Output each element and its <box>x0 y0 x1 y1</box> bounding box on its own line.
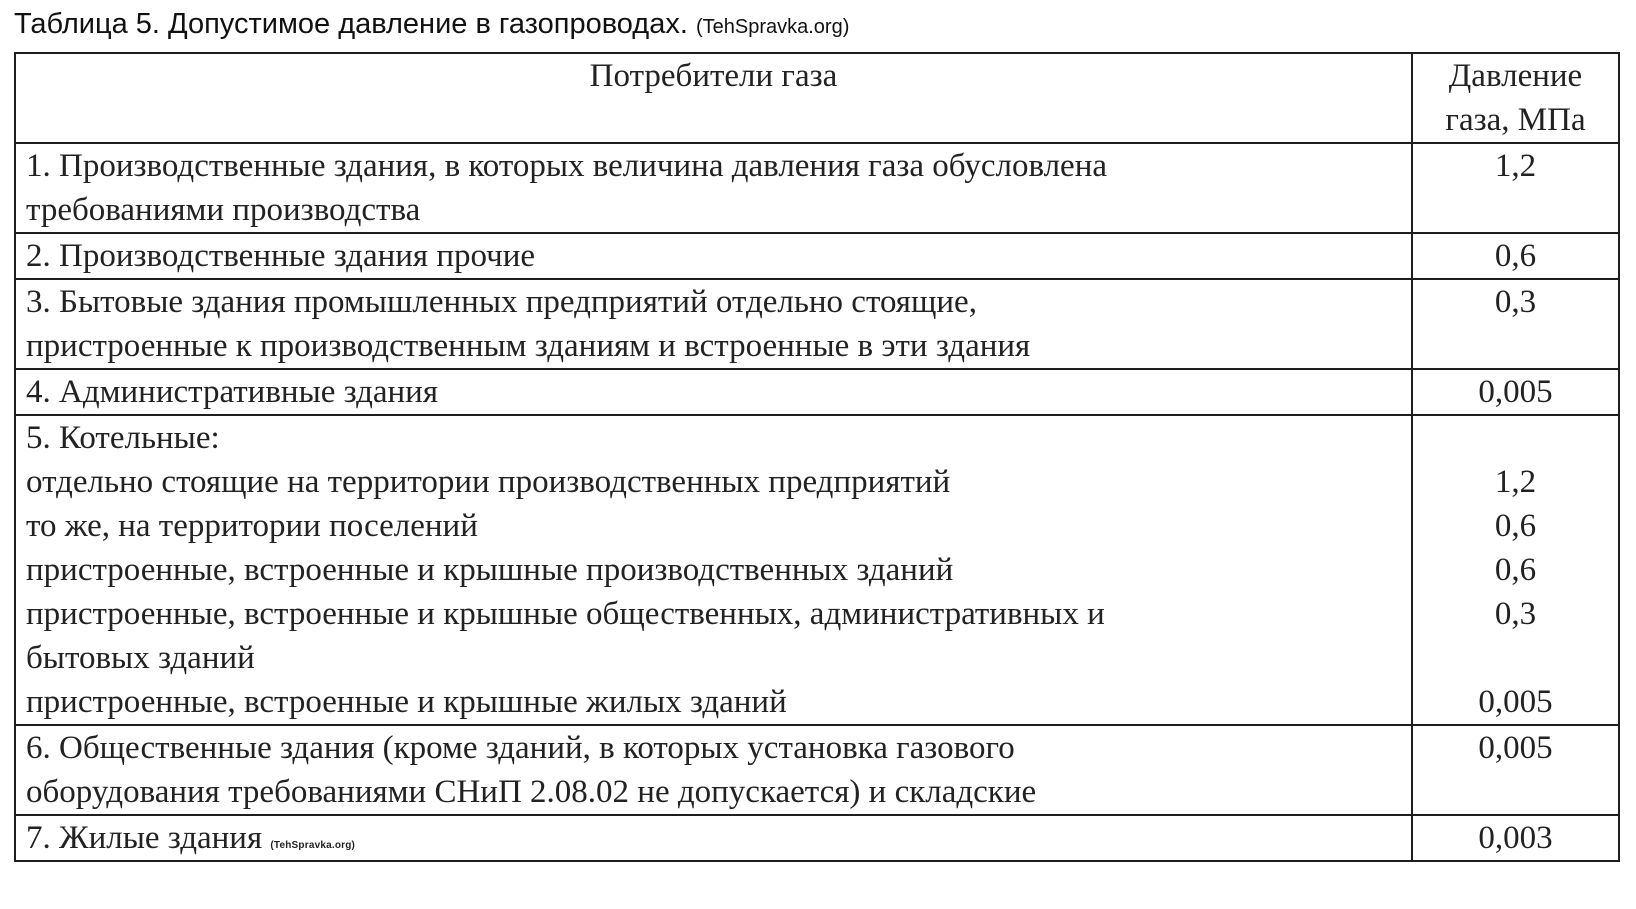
consumer-line: 1. Производственные здания, в которых величина давления газа обусловлена <box>26 148 1108 184</box>
consumer-line: 5. Котельные: <box>26 420 220 456</box>
pressure-value: 1,2 <box>1494 148 1537 184</box>
table-row <box>15 369 1619 415</box>
pressure-value: 0,005 <box>1478 730 1553 766</box>
consumer-line: то же, на территории поселений <box>26 508 478 544</box>
header-consumers: Потребители газа <box>15 53 1412 143</box>
pressure-value: 0,3 <box>1494 284 1537 320</box>
table-row <box>15 279 1619 369</box>
header-pressure-line-1: Давление <box>1448 58 1583 94</box>
consumer-line: оборудования требованиями СНиП 2.08.02 не допускается) и складские <box>26 774 1037 810</box>
table-row <box>15 233 1619 279</box>
watermark-text: (TehSpravka.org) <box>270 840 356 851</box>
consumer-line: отдельно стоящие на территории производственных предприятий <box>26 464 951 500</box>
pressure-cell <box>1412 233 1619 279</box>
pressure-cell <box>1412 369 1619 415</box>
pressure-value <box>1413 416 1618 460</box>
consumer-line: 6. Общественные здания (кроме зданий, в которых установка газового <box>26 730 1015 766</box>
pressure-value: 0,6 <box>1494 508 1537 544</box>
pressure-value: 1,2 <box>1494 464 1537 500</box>
pressure-cell <box>1412 415 1619 725</box>
consumer-cell <box>15 143 1412 233</box>
page-title <box>14 4 849 47</box>
consumer-line: 4. Административные здания <box>26 374 439 410</box>
header-pressure <box>1412 53 1619 143</box>
table-row <box>15 815 1619 861</box>
pressure-cell <box>1412 279 1619 369</box>
consumer-cell <box>15 279 1412 369</box>
pressure-value: 0,6 <box>1494 552 1537 588</box>
title-source: (TehSpravka.org) <box>695 16 850 38</box>
consumer-line: 2. Производственные здания прочие <box>26 238 536 274</box>
pressure-value: 0,3 <box>1494 596 1537 632</box>
table-row <box>15 725 1619 815</box>
pressure-value <box>1413 636 1618 680</box>
pressure-cell <box>1412 725 1619 815</box>
table-row <box>15 143 1619 233</box>
consumer-cell <box>15 369 1412 415</box>
consumer-line: пристроенные, встроенные и крышные производственных зданий <box>26 552 954 588</box>
header-pressure-line-2: газа, МПа <box>1445 102 1586 138</box>
consumer-line: 3. Бытовые здания промышленных предприятий отдельно стоящие, <box>26 284 977 320</box>
consumer-line: бытовых зданий <box>26 640 255 676</box>
pressure-value: 0,005 <box>1478 374 1553 410</box>
pressure-cell <box>1412 143 1619 233</box>
consumer-cell <box>15 233 1412 279</box>
consumer-line: пристроенные, встроенные и крышные общественных, административных и <box>26 596 1105 632</box>
consumer-cell <box>15 415 1412 725</box>
consumer-cell <box>15 725 1412 815</box>
consumer-cell <box>15 815 1412 861</box>
pressure-value: 0,005 <box>1478 684 1553 720</box>
title-main: Таблица 5. Допустимое давление в газопроводах. <box>14 8 688 40</box>
table-row <box>15 415 1619 725</box>
consumer-line: 7. Жилые здания <box>26 820 263 856</box>
pressure-value: 0,6 <box>1494 238 1537 274</box>
consumer-line-with-watermark <box>26 816 1411 860</box>
pressure-table <box>14 52 1620 862</box>
consumer-line: пристроенные, встроенные и крышные жилых зданий <box>26 684 787 720</box>
table-header-row <box>15 53 1619 143</box>
pressure-value: 0,003 <box>1478 820 1553 856</box>
pressure-cell <box>1412 815 1619 861</box>
consumer-line: пристроенные к производственным зданиям и встроенные в эти здания <box>26 328 1031 364</box>
consumer-line: требованиями производства <box>26 192 421 228</box>
